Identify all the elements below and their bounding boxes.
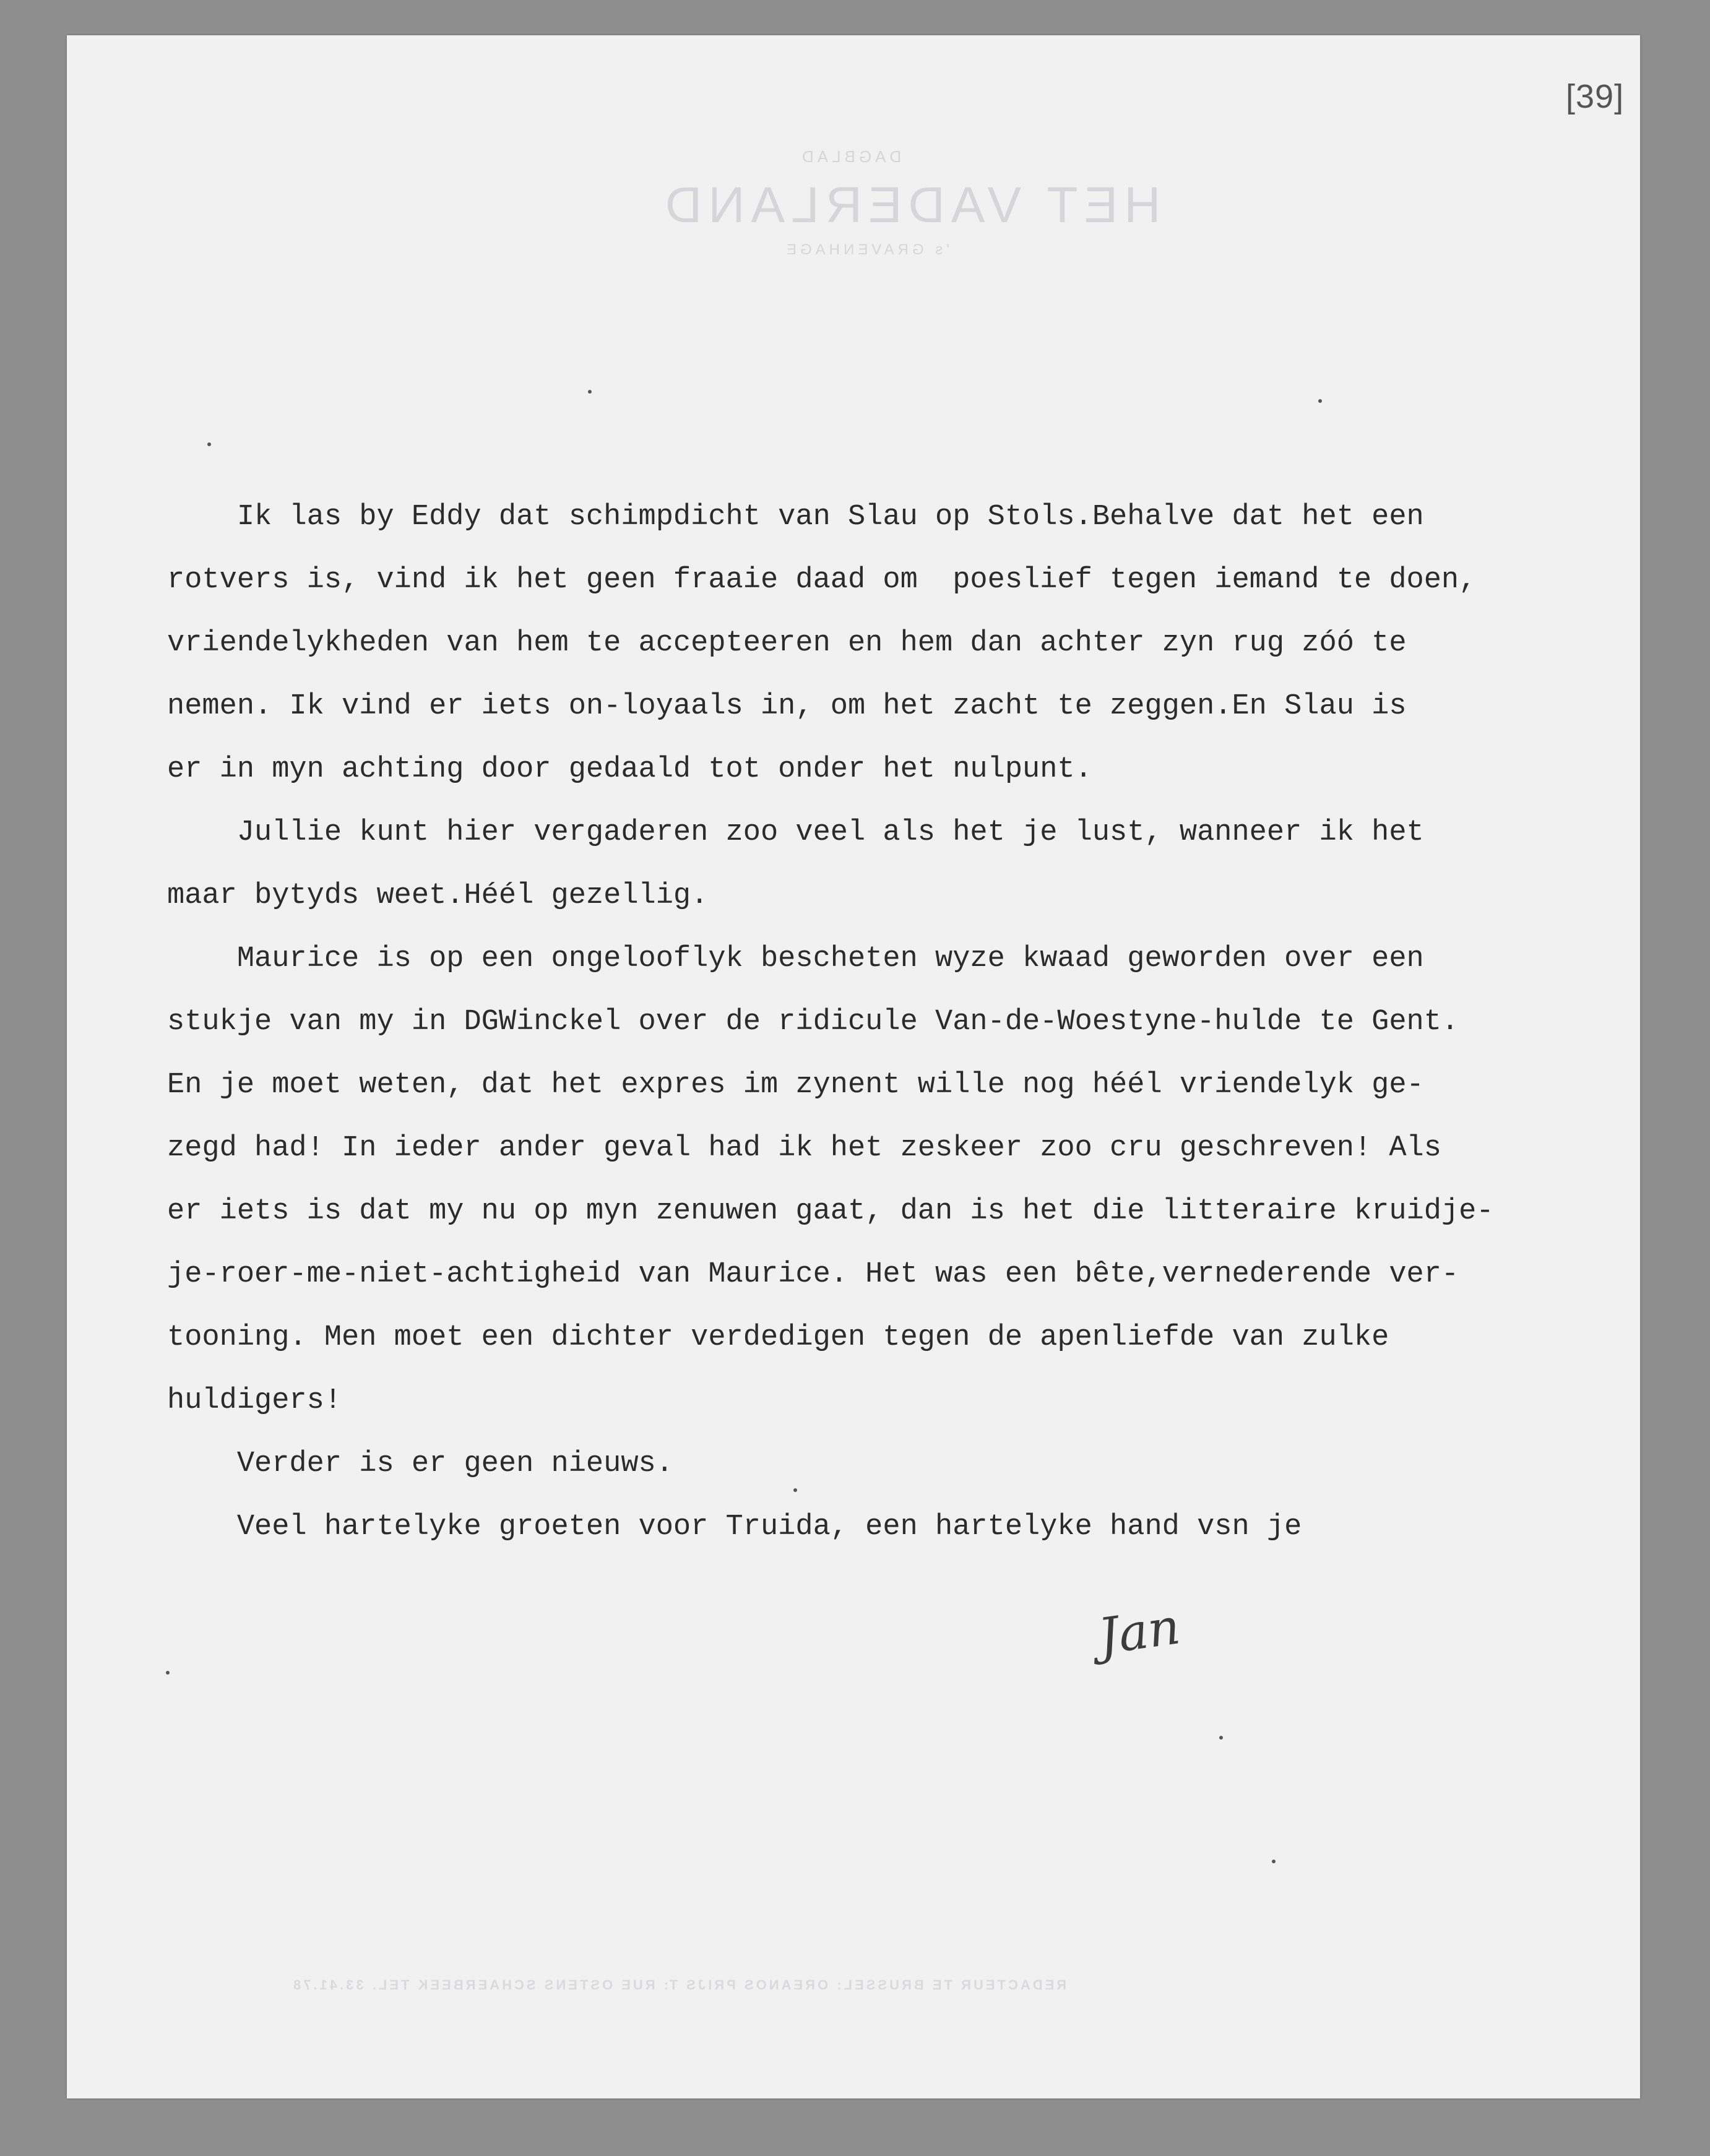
- handwritten-signature: Jan: [1095, 1597, 1184, 1666]
- footer-showthrough: REDACTEUR TE BRUSSEL: OREANOS PRIJS T: RUE OSTENS SCHAERBEEK TEL. 33.41.78: [291, 1977, 1067, 1993]
- paper-speck: [793, 1488, 797, 1492]
- letterhead-label: DAGBLAD: [798, 147, 902, 166]
- letter-line: zegd had! In ieder ander geval had ik het zeskeer zoo cru geschreven! Als: [167, 1132, 1441, 1165]
- letterhead-city: 's GRAVENHAGE: [783, 241, 949, 258]
- page-number: [39]: [1566, 78, 1625, 115]
- letter-line: tooning. Men moet een dichter verdedigen tegen de apenliefde van zulke: [167, 1321, 1389, 1354]
- letter-line: vriendelykheden van hem te accepteeren en hem dan achter zyn rug zóó te: [167, 627, 1407, 660]
- letter-line: Ik las by Eddy dat schimpdicht van Slau op Stols.Behalve dat het een: [167, 501, 1424, 533]
- paper-speck: [1219, 1736, 1223, 1740]
- letter-line: er in myn achting door gedaald tot onder het nulpunt.: [167, 753, 1092, 786]
- letter-line: Verder is er geen nieuws.: [167, 1447, 673, 1480]
- letter-line: nemen. Ik vind er iets on-loyaals in, om het zacht te zeggen.En Slau is: [167, 690, 1407, 723]
- letter-line: je-roer-me-niet-achtigheid van Maurice. Het was een bête,vernederende ver-: [167, 1258, 1459, 1291]
- letter-line: maar bytyds weet.Héél gezellig.: [167, 879, 709, 912]
- paper-speck: [1272, 1860, 1276, 1863]
- letter-line: rotvers is, vind ik het geen fraaie daad om poeslief tegen iemand te doen,: [167, 564, 1477, 597]
- paper-speck: [588, 390, 592, 394]
- letterhead-name: HET VADERLAND: [659, 177, 1161, 233]
- paper-speck: [207, 442, 211, 446]
- paper-speck: [1318, 399, 1322, 403]
- letter-line: Veel hartelyke groeten voor Truida, een hartelyke hand vsn je: [167, 1511, 1302, 1543]
- letter-line: stukje van my in DGWinckel over de ridicule Van-de-Woestyne-hulde te Gent.: [167, 1006, 1459, 1038]
- letter-line: er iets is dat my nu op myn zenuwen gaat, dan is het die litteraire kruidje-: [167, 1195, 1494, 1228]
- letter-line: Maurice is op een ongelooflyk bescheten wyze kwaad geworden over een: [167, 942, 1424, 975]
- letter-body: [167, 486, 1597, 1559]
- letter-line: En je moet weten, dat het expres im zynent wille nog héél vriendelyk ge-: [167, 1069, 1424, 1102]
- paper-speck: [166, 1671, 170, 1675]
- letter-line: huldigers!: [167, 1384, 342, 1417]
- letter-line: Jullie kunt hier vergaderen zoo veel als het je lust, wanneer ik het: [167, 816, 1424, 849]
